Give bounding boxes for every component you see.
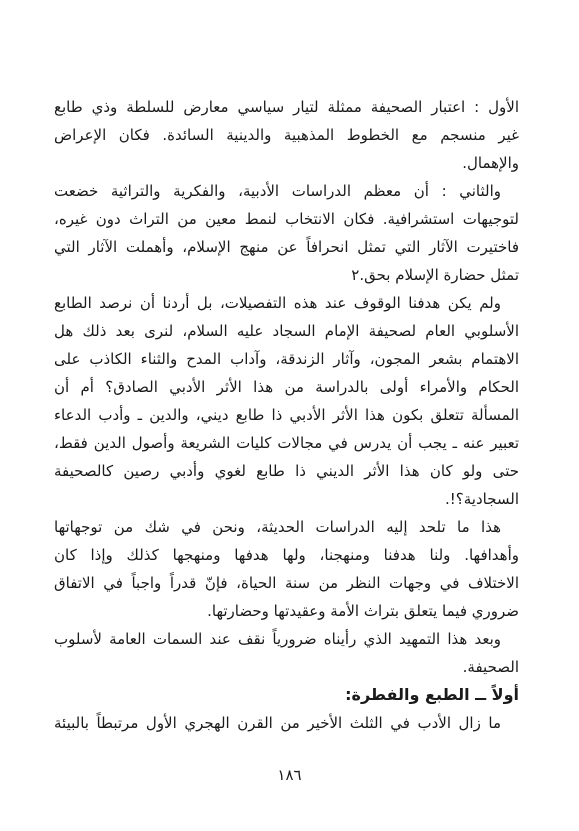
body-line: غير منسجم مع الخطوط المذهبية والدينية السائدة. فكان الإعراض [54,126,519,144]
body-line: لتوجيهات استشرافية. فكان الانتخاب لنمط معين من التراث دون غيره، [54,210,519,228]
body-line: وبعد هذا التمهيد الذي رأيناه ضرورياً نقف عند السمات العامة لأسلوب [54,630,501,648]
body-line: فاختيرت الآثار التي تمثل انحرافاً عن منهج الإسلام، وأهملت الآثار التي [54,238,519,256]
body-line: السجادية؟!. [444,490,519,508]
body-line: الاهتمام بشعر المجون، وآثار الزندقة، وآداب المدح والثناء الكاذب على [54,350,519,368]
body-line: والثاني : أن معظم الدراسات الأدبية، والفكرية والتراثية خضعت [54,182,501,200]
body-line: الأول : اعتبار الصحيفة ممثلة لتيار سياسي معارض للسلطة وذي طابع [54,98,519,116]
body-line: والإهمال. [462,154,519,172]
body-line: تمثل حضارة الإسلام بحق.٢ [351,266,519,284]
body-line: الصحيفة. [462,658,519,676]
body-line: هذا ما تلحد إليه الدراسات الحديثة، ونحن في شك من توجهاتها [54,518,501,536]
body-line: الحكام والأمراء أولى بالدراسة من هذا الأثر الأدبي الصادق؟ أم أن [54,378,519,396]
body-line: حتى ولو كان هذا الأثر الديني ذا طابع لغوي وأدبي رصين كالصحيفة [54,462,519,480]
body-line: المسألة تتعلق بكون هذا الأثر الأدبي ذا طابع ديني، والدين ـ وأدب الدعاء [54,406,519,424]
body-line: ولم يكن هدفنا الوقوف عند هذه التفصيلات، بل أردنا أن نرصد الطابع [54,294,501,312]
page-number: ١٨٦ [277,766,302,784]
body-line: الأسلوبي العام لصحيفة الإمام السجاد عليه السلام، لنرى بعد ذلك هل [54,322,519,340]
body-line: ضروري فيما يتعلق بتراث الأمة وعقيدتها وحضارتها. [207,602,519,620]
body-line: ما زال الأدب في الثلث الأخير من القرن الهجري الأول مرتبطاً بالبيئة [54,714,501,732]
section-heading: أولاً ــ الطبع والفطرة: [345,685,519,704]
body-line: وأهدافها. ولنا هدفنا ومنهجنا، ولها هدفها ومنهجها كذلك وإذا كان [54,546,519,564]
body-line: تعبير عنه ـ يجب أن يدرس في مجالات كليات الشريعة وأصول الدين فقط، [54,434,519,452]
body-line: الاختلاف في وجهات النظر من سنة الحياة، فإنّ قدراً واجباً في الاتفاق [54,574,519,592]
